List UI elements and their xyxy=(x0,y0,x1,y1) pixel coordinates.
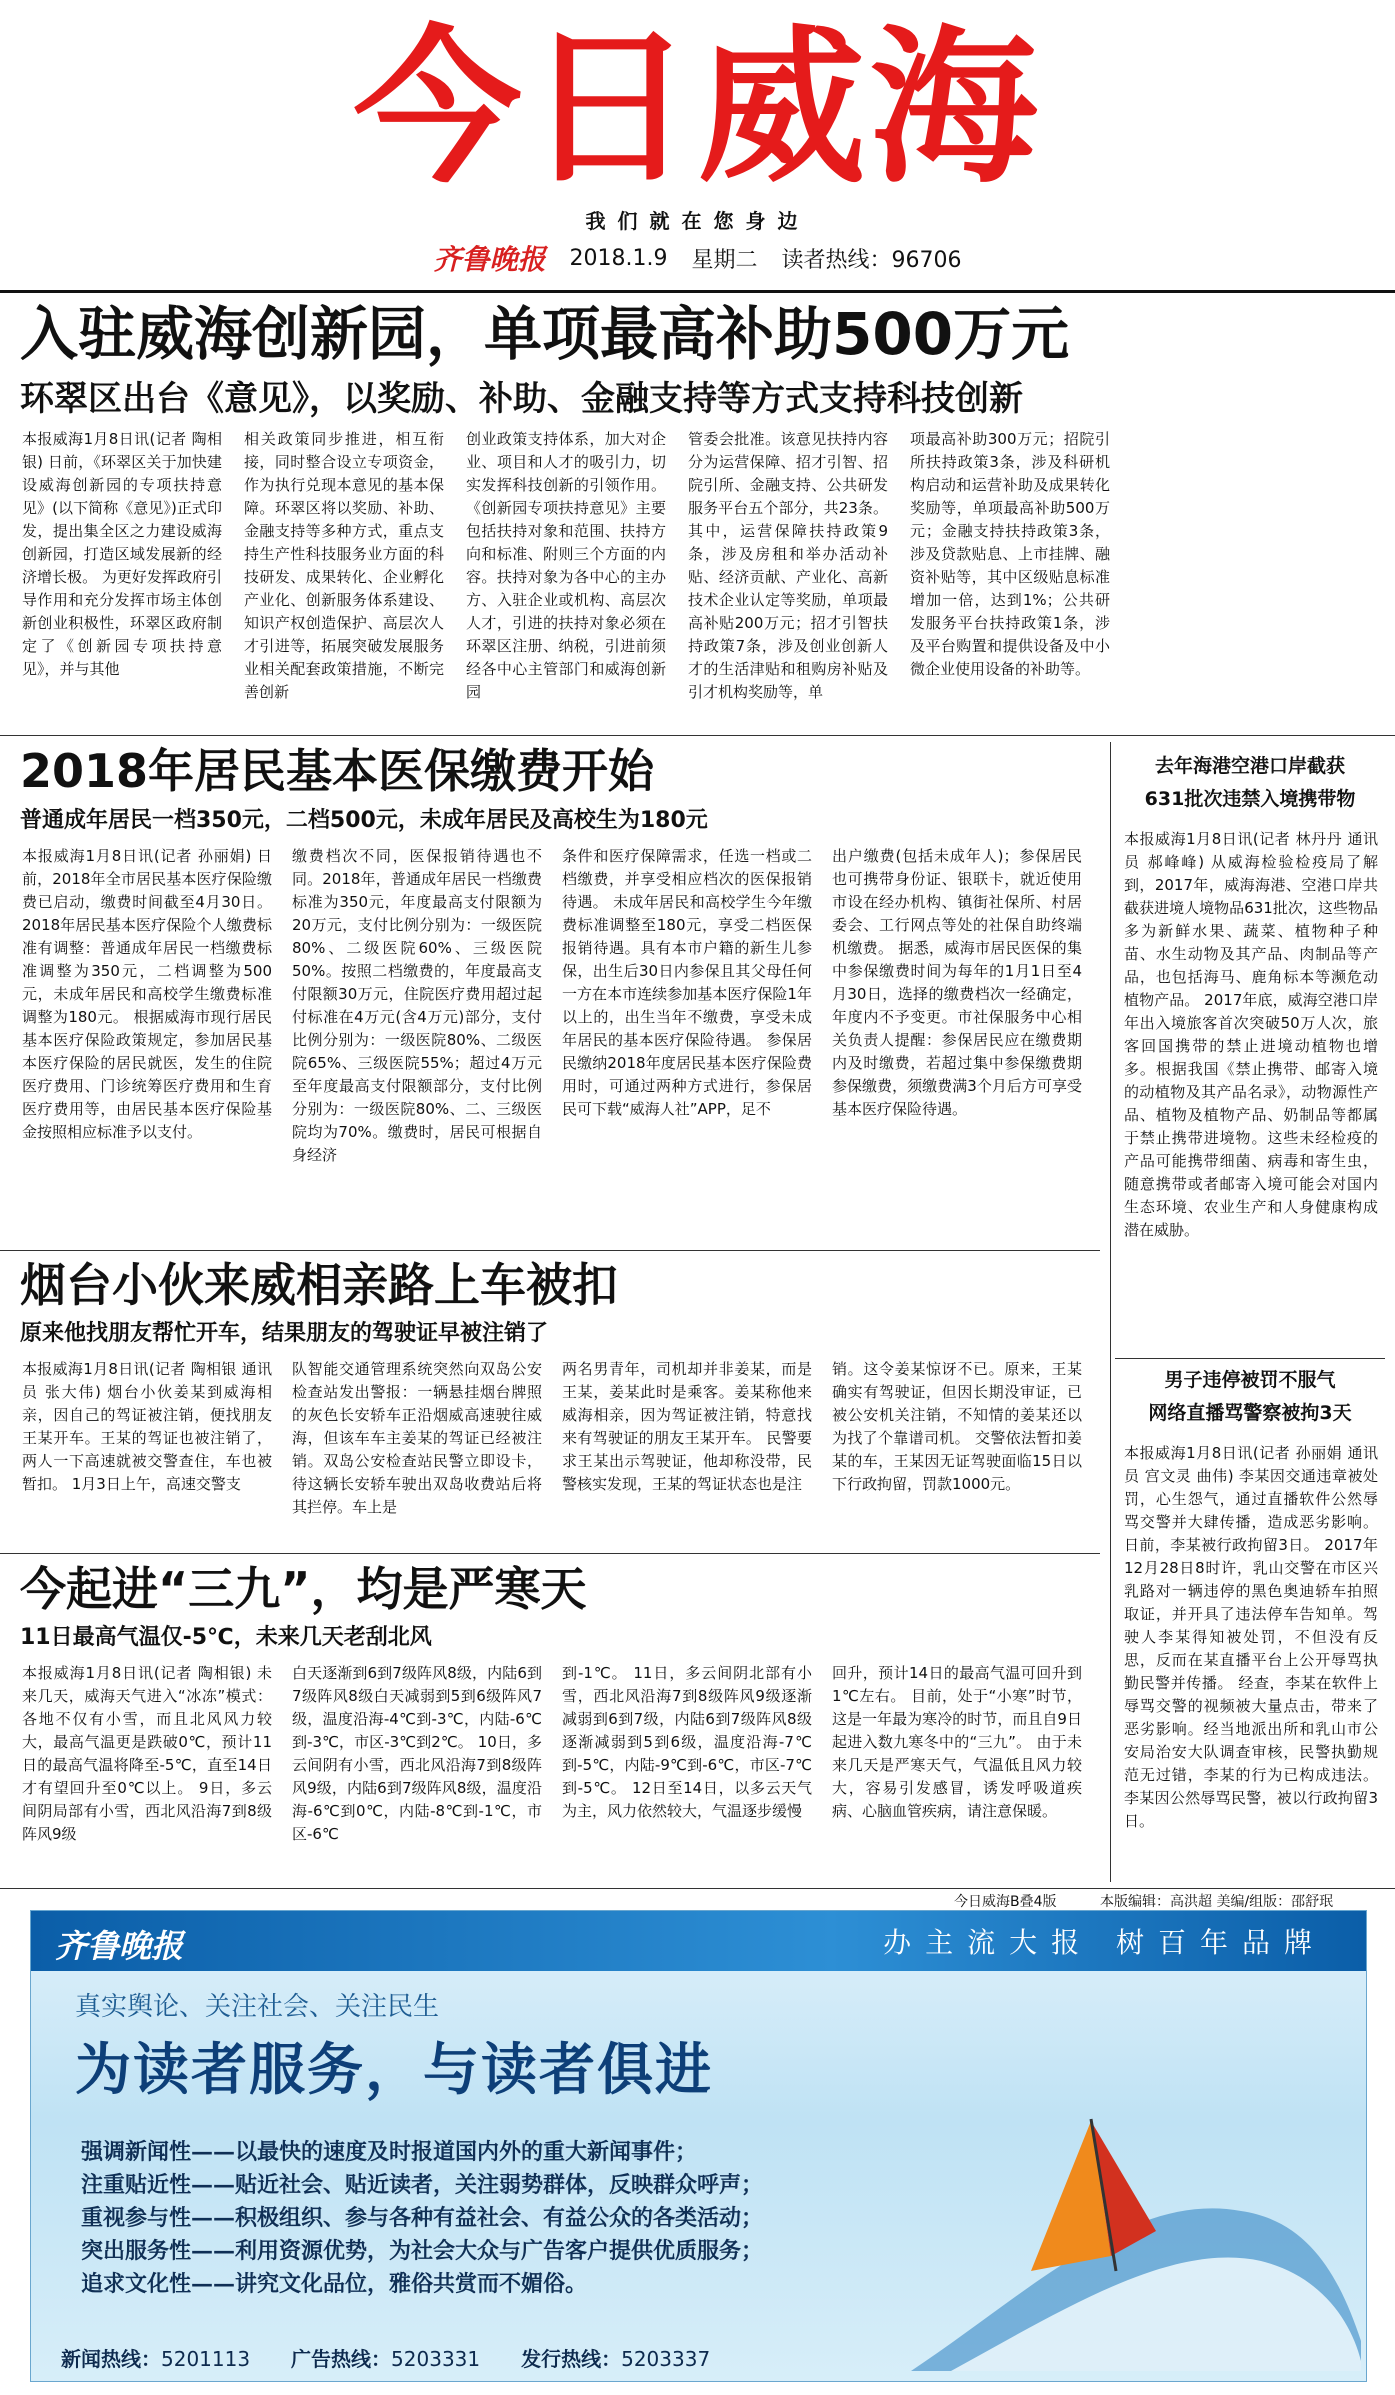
masthead-rule xyxy=(0,290,1395,293)
story1-col3: 创业政策支持体系，加大对企业、项目和人才的吸引力，切实发挥科技创新的引领作用。 《创新园专项扶持意见》主要包括扶持对象和范围、扶持方向和标准、附则三个方面的内容。扶持对象为各中心的主办方、入驻企业或机构、高层次人才，引进的扶持对象必须在环翠区注册、纳税，引进前须经各中心主管部门和威海创新园 xyxy=(466,430,666,701)
ad-feature: 注重贴近性——贴近社会、贴近读者，关注弱势群体，反映群众呼声； xyxy=(81,2172,764,2198)
story1-col2: 相关政策同步推进，相互衔接，同时整合设立专项资金，作为执行兑现本意见的基本保障。环翠区将以奖励、补助、金融支持等多种方式，重点支持生产性科技服务业方面的科技研发、成果转化、企业孵化产业化、创新服务体系建设、知识产权创造保护、高层次人才引进等，拓展突破发展服务业相关配套政策措施，不断完善创新 xyxy=(244,430,444,701)
ad-hotline-value: 5203331 xyxy=(391,2347,481,2371)
windsurfer-illustration xyxy=(911,2041,1361,2371)
news-hotline-value: 5201113 xyxy=(161,2347,251,2371)
sidebar-divider xyxy=(1110,742,1111,1882)
story3-headline: 烟台小伙来威相亲路上车被扣 xyxy=(20,1258,618,1312)
story3-col1: 本报威海1月8日讯(记者 陶相银 通讯员 张大伟) 烟台小伙姜某到威海相亲，因自己的驾证被注销，便找朋友王某开车。王某的驾证也被注销了，两人一下高速就被交警查住，车也被暂扣。 1月3日上午，高速交警支 xyxy=(22,1360,272,1493)
side2-body: 本报威海1月8日讯(记者 孙丽娟 通讯员 宫文灵 曲伟) 李某因交通违章被处罚，心生怨气，通过直播软件公然辱骂交警并大肆传播，造成恶劣影响。日前，李某被行政拘留3日。 2017年12月28日8时许，乳山交警在市区兴乳路对一辆违停的黑色奥迪轿车拍照取证，并开具了违法停车告知单。驾驶人李某得知被处罚，不但没有反思，反而在某直播平台上公开辱骂执勤民警并传播。 经查，李某在软件上辱骂交警的视频被大量点击，带来了恶劣影响。经当地派出所和乳山市公安局治安大队调查审核，民警执勤规范无过错，李某的行为已构成违法。李某因公然辱骂民警，被以行政拘留3日。 xyxy=(1124,1444,1378,1830)
story2-col2: 缴费档次不同，医保报销待遇也不同。2018年，普通成年居民一档缴费标准为350元，年度最高支付限额为20万元，支付比例分别为：一级医院80%、二级医院60%、三级医院50%。按照二档缴费的，年度最高支付限额30万元，住院医疗费用超过起付标准在4万元(含4万元)部分，支付比例分别为：一级医院80%、二级医院65%、三级医院55%；超过4万元至年度最高支付限额部分，支付比例分别为：一级医院80%、二、三级医院均为70%。缴费时，居民可根据自身经济 xyxy=(292,847,542,1164)
ad-main-slogan: 为读者服务，与读者俱进 xyxy=(75,2037,713,2103)
story3-rule xyxy=(0,1553,1100,1554)
ad-banner xyxy=(30,1910,1367,2382)
ad-subtitle: 真实舆论、关注社会、关注民生 xyxy=(75,1992,440,2022)
dist-hotline-value: 5203337 xyxy=(621,2347,711,2371)
dist-hotline-label: 发行热线： xyxy=(521,2347,622,2371)
story1-headline: 入驻威海创新园，单项最高补助500万元 xyxy=(20,300,1070,368)
ad-motto: 办主流大报 树百年品牌 xyxy=(883,1926,1326,1959)
ad-hotline-label: 广告热线： xyxy=(291,2347,392,2371)
story4-headline: 今起进“三九”，均是严寒天 xyxy=(20,1562,587,1616)
story1-rule xyxy=(0,735,1395,736)
story1-col1: 本报威海1月8日讯(记者 陶相银) 日前，《环翠区关于加快建设威海创新园的专项扶持意见》(以下简称《意见》)正式印发，提出集全区之力建设威海创新园，打造区域发展新的经济增长极。 为更好发挥政府引导作用和充分发挥市场主体创新创业积极性，环翠区政府制定了《创新园专项扶持意见》，并与其他 xyxy=(22,430,222,678)
side2-headline-1: 男子违停被罚不服气 xyxy=(1164,1369,1336,1391)
story3-col4: 销。这令姜某惊讶不已。原来，王某确实有驾驶证，但因长期没审证，已被公安机关注销，不知情的姜某还以为找了个靠谱司机。 交警依法暂扣姜某的车，王某因无证驾驶面临15日以下行政拘留，罚款1000元。 xyxy=(832,1360,1082,1493)
paper-logo: 齐鲁晚报 xyxy=(433,243,546,276)
dateline xyxy=(0,235,1395,281)
footer-rule xyxy=(0,1888,1395,1889)
story2-headline: 2018年居民基本医保缴费开始 xyxy=(20,744,655,798)
side1-headline-1: 去年海港空港口岸截获 xyxy=(1154,755,1345,777)
ad-logo: 齐鲁晚报 xyxy=(55,1927,184,1965)
story4-col3: 到-1℃。 11日，多云间阴北部有小雪，西北风沿海7到8级阵风9级逐渐减弱到6到7级，内陆6到7级阵风8级逐渐减弱到5到6级，温度沿海-7℃到-5℃，内陆-9℃到-6℃，市区-7℃到-5℃。 12日至14日，以多云天气为主，风力依然较大，气温逐步缓慢 xyxy=(562,1664,812,1820)
ad-hotlines xyxy=(61,2343,744,2372)
footer-editor: 本版编辑：高洪超 美编/组版：邵舒珉 xyxy=(1100,1894,1334,1910)
side1-headline-2: 631批次违禁入境携带物 xyxy=(1144,788,1356,810)
ad-feature: 突出服务性——利用资源优势，为社会大众与广告客户提供优质服务； xyxy=(81,2238,764,2264)
story2-col4: 出户缴费(包括未成年人)；参保居民也可携带身份证、银联卡，就近使用市设在经办机构、镇街社保所、村居委会、工行网点等处的社保自助终端机缴费。 据悉，威海市居民医保的集中参保缴费时间为每年的1月1日至4月30日，选择的缴费档次一经确定，年度内不予变更。市社保服务中心相关负责人提醒：参保居民应在缴费期内及时缴费，若超过集中参保缴费期参保缴费，须缴费满3个月后方可享受基本医疗保险待遇。 xyxy=(832,847,1082,1118)
ad-feature: 强调新闻性——以最快的速度及时报道国内外的重大新闻事件； xyxy=(81,2139,698,2165)
story4-col1: 本报威海1月8日讯(记者 陶相银) 未来几天，威海天气进入“冰冻”模式：各地不仅有小雪，而且北风风力较大，最高气温更是跌破0℃，预计11日的最高气温将降至-5℃，直至14日才有望回升至0℃以上。 9日，多云间阴局部有小雪，西北风沿海7到8级阵风9级 xyxy=(22,1664,272,1843)
ad-feature: 重视参与性——积极组织、参与各种有益社会、有益公众的各类活动； xyxy=(81,2205,764,2231)
masthead-slogan: 我们就在您身边 xyxy=(585,209,810,233)
story1-subhead: 环翠区出台《意见》，以奖励、补助、金融支持等方式支持科技创新 xyxy=(20,379,1023,419)
story4-col4: 回升，预计14日的最高气温可回升到1℃左右。 目前，处于“小寒”时节，这是一年最为寒冷的时节，而且自9日起进入数九寒冬中的“三九”。 由于未来几天是严寒天气，气温低且风力较大，容易引发感冒，诱发呼吸道疾病、心脑血管疾病，请注意保暖。 xyxy=(832,1664,1082,1820)
story4-col2: 白天逐渐到6到7级阵风8级，内陆6到7级阵风8级白天减弱到5到6级阵风7级，温度沿海-4℃到-3℃，内陆-6℃到-3℃，市区-3℃到2℃。 10日，多云间阴有小雪，西北风沿海7到8级阵风9级，内陆6到7级阵风8级，温度沿海-6℃到0℃，内陆-8℃到-1℃，市区-6℃ xyxy=(292,1664,542,1843)
ad-feature: 追求文化性——讲究文化品位，雅俗共赏而不媚俗。 xyxy=(81,2271,588,2297)
issue-date: 2018.1.9 xyxy=(569,245,668,271)
issue-weekday: 星期二 xyxy=(691,247,758,273)
story4-subhead: 11日最高气温仅-5℃，未来几天老刮北风 xyxy=(20,1625,432,1650)
story3-subhead: 原来他找朋友帮忙开车，结果朋友的驾驶证早被注销了 xyxy=(20,1321,549,1346)
story2-subhead: 普通成年居民一档350元，二档500元，未成年居民及高校生为180元 xyxy=(20,808,708,833)
story3-col2: 队智能交通管理系统突然向双岛公安检查站发出警报：一辆悬挂烟台牌照的灰色长安轿车正沿烟威高速驶往威海，但该车车主姜某的驾证已经被注销。双岛公安检查站民警立即设卡，待这辆长安轿车驶出双岛收费站后将其拦停。车上是 xyxy=(292,1360,542,1516)
story1-col5: 项最高补助300万元；招院引所扶持政策3条，涉及科研机构启动和运营补助及成果转化奖励等，单项最高补助500万元；金融支持扶持政策3条，涉及贷款贴息、上市挂牌、融资补贴等，其中区级贴息标准增加一倍，达到1%；公共研发服务平台扶持政策1条，涉及平台购置和提供设备及中小微企业使用设备的补助等。 xyxy=(910,430,1110,678)
side1-body: 本报威海1月8日讯(记者 林丹丹 通讯员 郝峰峰) 从威海检验检疫局了解到，2017年，威海海港、空港口岸共截获进境人境物品631批次，这些物品多为新鲜水果、蔬菜、植物种子种苗、水生动物及其产品、肉制品等产品，也包括海马、鹿角标本等濒危动植物产品。 2017年底，威海空港口岸年出入境旅客首次突破50万人次，旅客回国携带的禁止进境动植物也增多。根据我国《禁止携带、邮寄入境的动植物及其产品名录》，动物源性产品、植物及植物产品、奶制品等都属于禁止携带进境物。这些未经检疫的产品可能携带细菌、病毒和寄生虫，随意携带或者邮寄入境可能会对国内生态环境、农业生产和人身健康构成潜在威胁。 xyxy=(1124,830,1378,1239)
footer-page: 今日威海B叠4版 xyxy=(954,1894,1057,1910)
story2-rule xyxy=(0,1250,1100,1251)
masthead-title: 今日威海 xyxy=(353,10,1042,206)
side-rule xyxy=(1115,1358,1385,1359)
story2-col1: 本报威海1月8日讯(记者 孙丽娟) 日前，2018年全市居民基本医疗保险缴费已启动，缴费时间截至4月30日。2018年居民基本医疗保险个人缴费标准有调整：普通成年居民一档缴费标准调整为350元，二档调整为500元，未成年居民和高校学生缴费标准调整为180元。 根据威海市现行居民基本医疗保险政策规定，参加居民基本医疗保险的居民就医，发生的住院医疗费用、门诊统筹医疗费用和生育医疗费用等，由居民基本医疗保险基金按照相应标准予以支付。 xyxy=(22,847,272,1141)
ad-feature-list xyxy=(81,2136,763,2301)
story1-col4: 管委会批准。该意见扶持内容分为运营保障、招才引智、招院引所、金融支持、公共研发服务平台五个部分，共23条。其中，运营保障扶持政策9条，涉及房租和举办活动补贴、经济贡献、产业化、高新技术企业认定等奖励，单项最高补贴200万元；招才引智扶持政策7条，涉及创业创新人才的生活津贴和租购房补贴及引才机构奖励等，单 xyxy=(688,430,888,701)
reader-hotline: 读者热线：96706 xyxy=(781,247,962,273)
story3-col3: 两名男青年，司机却并非姜某，而是王某，姜某此时是乘客。姜某称他来威海相亲，因为驾证被注销，特意找来有驾驶证的朋友王某开车。 民警要求王某出示驾驶证，他却称没带，民警核实发现，王某的驾证状态也是注 xyxy=(562,1360,812,1493)
story2-col3: 条件和医疗保障需求，任选一档或二档缴费，并享受相应档次的医保报销待遇。 未成年居民和高校学生今年缴费标准调整至180元，享受二档医保报销待遇。具有本市户籍的新生儿参保，出生后30日内参保且其父母任何一方在本市连续参加基本医疗保险1年以上的，出生当年不缴费，享受未成年居民的基本医疗保险待遇。 参保居民缴纳2018年度居民基本医疗保险费用时，可通过两种方式进行，参保居民可下载“威海人社”APP，足不 xyxy=(562,847,812,1118)
news-hotline-label: 新闻热线： xyxy=(61,2347,161,2371)
side2-headline-2: 网络直播骂警察被拘3天 xyxy=(1148,1402,1352,1424)
